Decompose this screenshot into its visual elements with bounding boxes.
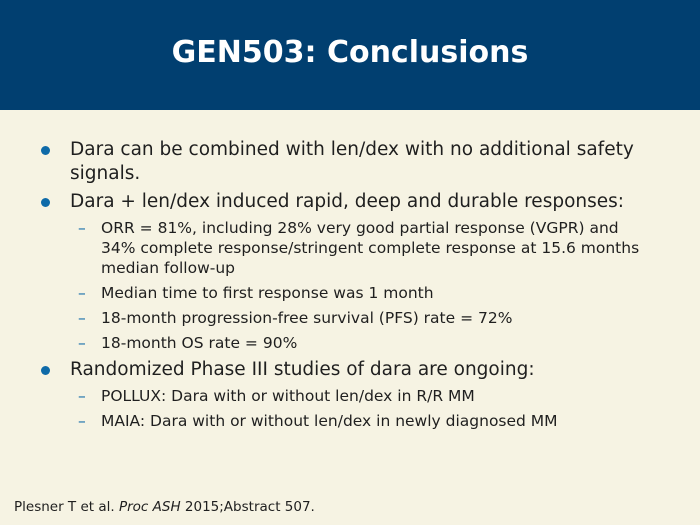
citation-authors: Plesner T et al. <box>14 499 115 515</box>
sub-bullet-item <box>0 283 700 303</box>
dash-icon: – <box>78 412 86 430</box>
bullet-item <box>0 358 700 382</box>
citation-reference: 2015;Abstract 507. <box>184 499 315 515</box>
bullet-text: Dara + len/dex induced rapid, deep and durable responses: <box>70 191 625 212</box>
bullet-dot-icon <box>41 198 50 207</box>
sub-bullet-text: POLLUX: Dara with or without len/dex in R/R MM <box>101 387 475 405</box>
bullet-dot-icon <box>41 366 50 375</box>
sub-bullet-item <box>0 308 700 328</box>
citation-journal: Proc ASH <box>118 499 181 515</box>
title-bar <box>0 0 700 110</box>
sub-bullet-item <box>0 218 700 278</box>
dash-icon: – <box>78 334 86 352</box>
slide-content <box>0 138 700 436</box>
bullet-text: Randomized Phase III studies of dara are ongoing: <box>70 359 535 380</box>
slide-title: GEN503: Conclusions <box>171 34 529 70</box>
bullet-item <box>0 138 700 186</box>
sub-bullet-text: Median time to first response was 1 month <box>101 284 434 302</box>
citation-footer <box>14 499 315 515</box>
sub-bullet-text: MAIA: Dara with or without len/dex in newly diagnosed MM <box>101 412 558 430</box>
dash-icon: – <box>78 387 86 405</box>
sub-bullet-text: ORR = 81%, including 28% very good partial response (VGPR) and 34% complete response/stringent complete response at 15.6 months median follow-up <box>101 219 640 277</box>
sub-bullet-item <box>0 386 700 406</box>
dash-icon: – <box>78 309 86 327</box>
sub-bullet-text: 18-month OS rate = 90% <box>101 334 298 352</box>
bullet-text: Dara can be combined with len/dex with no additional safety signals. <box>70 139 634 184</box>
sub-bullet-item <box>0 411 700 431</box>
dash-icon: – <box>78 219 86 237</box>
bullet-dot-icon <box>41 146 50 155</box>
sub-bullet-text: 18-month progression-free survival (PFS) rate = 72% <box>101 309 513 327</box>
bullet-item <box>0 190 700 214</box>
sub-bullet-item <box>0 333 700 353</box>
dash-icon: – <box>78 284 86 302</box>
